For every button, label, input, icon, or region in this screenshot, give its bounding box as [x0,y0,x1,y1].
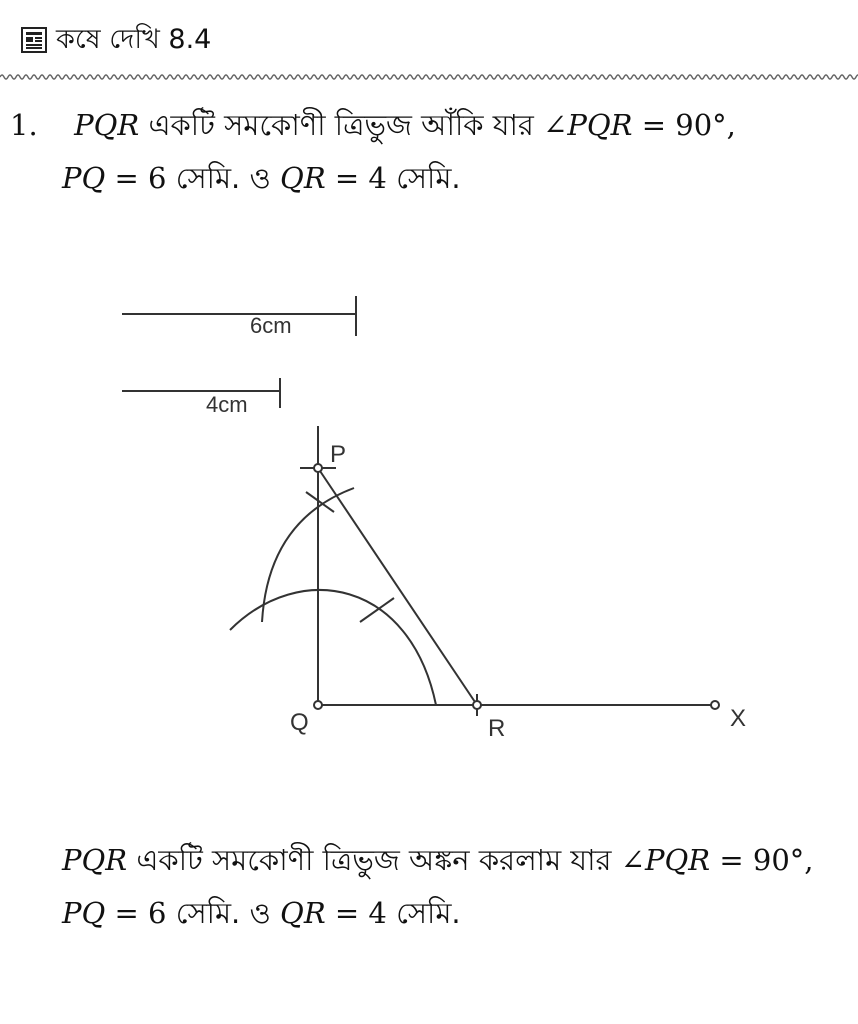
triangle-name: PQR [62,843,128,877]
point-x-dot [711,701,719,709]
equals-sign: = [632,108,676,142]
wavy-divider [0,70,858,84]
pq-label: PQ [62,161,106,195]
conclusion-line-1 [62,840,814,880]
problem-line-1 [10,105,736,145]
equals-sign: = [105,896,149,930]
segment-4cm-label: 4cm [206,392,248,417]
problem-line-2 [62,158,461,198]
conclusion-line-2 [62,893,461,933]
hypotenuse [318,468,477,705]
equals-sign: = [105,161,149,195]
unit-text: সেমি. [386,896,461,930]
unit-text: সেমি. [386,161,461,195]
trailing-comma: , [804,843,814,877]
angle-label: ∠PQR [620,843,711,877]
point-r-dot [473,701,481,709]
qr-label: QR [280,896,326,930]
construction-figure [0,280,858,750]
problem-number: 1. [10,108,38,142]
trailing-comma: , [726,108,736,142]
qr-value: 4 [368,161,387,195]
label-q: Q [290,709,309,736]
equals-sign: = [325,896,369,930]
conclusion-text: একটি সমকোণী ত্রিভুজ অঙ্কন করলাম যার [127,843,621,877]
pq-value: 6 [148,161,167,195]
point-p-dot [314,464,322,472]
segment-4cm [122,378,280,417]
label-x: X [730,705,747,732]
qr-value: 4 [368,896,387,930]
qr-label: QR [280,161,326,195]
problem-text: একটি সমকোণী ত্রিভুজ আঁকি যার [139,108,544,142]
arc-cross-mark [360,598,394,622]
label-p: P [330,441,347,468]
equals-sign: = [325,161,369,195]
document-icon [20,26,48,54]
section-title: কষে দেখি 8.4 [56,24,212,55]
construction-arc-small [230,590,436,705]
segment-6cm-label: 6cm [250,313,292,338]
angle-label: ∠PQR [543,108,633,142]
pq-value: 6 [148,896,167,930]
section-header [20,20,211,60]
point-q-dot [314,701,322,709]
equals-sign: = [710,843,753,877]
label-r: R [488,715,506,742]
angle-value: 90° [752,843,805,877]
triangle-name: PQR [74,108,140,142]
construction-arc-large [262,488,354,622]
segment-6cm [122,296,356,338]
arc-cross-mark [306,492,334,512]
unit-text: সেমি. ও [166,896,281,930]
pq-label: PQ [62,896,106,930]
angle-value: 90° [675,108,727,142]
unit-text: সেমি. ও [166,161,281,195]
